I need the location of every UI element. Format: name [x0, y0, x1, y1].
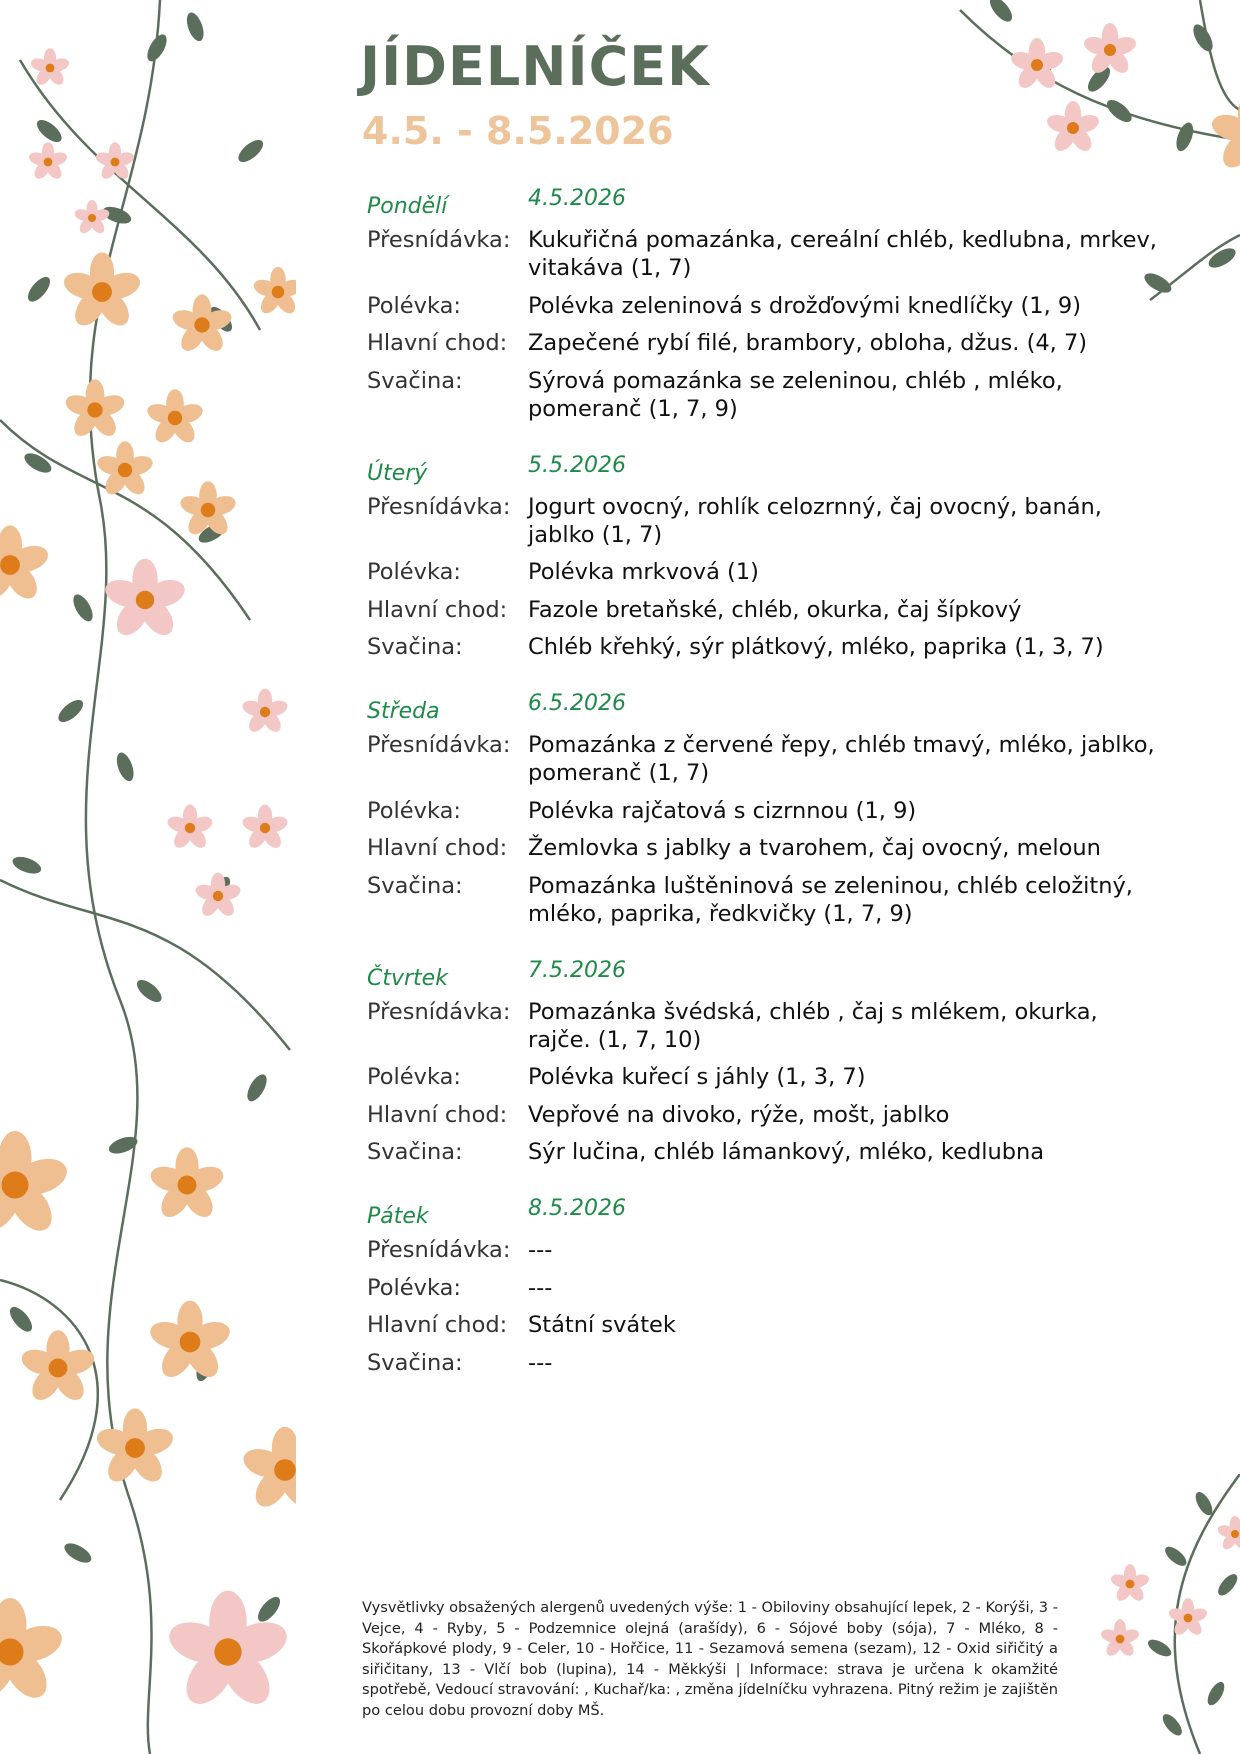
meal-text: Polévka rajčatová s cizrnnou (1, 9) — [528, 797, 917, 824]
meal-row — [367, 998, 1167, 1054]
meal-text: Fazole bretaňské, chléb, okurka, čaj šípkový — [528, 596, 1022, 623]
meal-text: Vepřové na divoko, rýže, mošt, jablko — [528, 1101, 950, 1128]
meal-label: Svačina: — [367, 367, 463, 394]
meal-row — [367, 872, 1167, 928]
day-date: 6.5.2026 — [528, 691, 626, 716]
meal-text: Sýr lučina, chléb lámankový, mléko, kedlubna — [528, 1139, 1045, 1165]
meal-text: Chléb křehký, sýr plátkový, mléko, paprika (1, 3, 7) — [528, 634, 1104, 660]
floral-decoration-bottom-right — [1090, 1474, 1240, 1754]
day-name: Úterý — [367, 460, 428, 486]
day-name: Čtvrtek — [367, 965, 448, 991]
meal-row — [367, 226, 1167, 282]
day-header — [367, 453, 1167, 493]
meal-label: Přesnídávka: — [367, 227, 511, 253]
meal-label: Svačina: — [367, 1349, 463, 1376]
meal-text: Polévka kuřecí s jáhly (1, 3, 7) — [528, 1064, 866, 1090]
day-header — [367, 186, 1167, 226]
day-tuesday — [367, 453, 1167, 662]
day-date: 7.5.2026 — [528, 957, 626, 983]
meal-label: Přesnídávka: — [367, 998, 511, 1025]
meal-label: Polévka: — [367, 1274, 461, 1301]
meal-text: Polévka mrkvová (1) — [528, 559, 759, 585]
meal-label: Svačina: — [367, 872, 463, 899]
day-date: 4.5.2026 — [528, 186, 626, 211]
meal-row — [367, 1349, 1167, 1377]
meal-label: Svačina: — [367, 1139, 463, 1165]
meal-text: --- — [528, 1237, 553, 1263]
meal-label: Přesnídávka: — [367, 732, 511, 758]
meal-row — [367, 493, 1167, 549]
allergen-legend: Vysvětlivky obsažených alergenů uvedených výše: 1 - Obiloviny obsahující lepek, 2 - Korýši, 3 - Vejce, 4 - Ryby, 5 - Podzemnice olejná (arašídy), 6 - Sójové boby (sója), 7 - Mléko, 8 - Skořápkové plody, 9 - Celer, 10 - Hořčice, 11 - Sezamová semena (sezam), 12 - Oxid siřičitý a siřičitany, 13 - Vlčí bob (lupina), 14 - Měkkýši | Informace: strava je určena k okamžité spotřebě, Vedoucí stravování: , Kuchař/ka: , změna jídelníčku vyhrazena. Pitný režim je zajištěn po celou dobu provozní doby MŠ. — [362, 1599, 1058, 1719]
day-header — [367, 958, 1167, 998]
day-thursday — [367, 958, 1167, 1167]
day-friday — [367, 1196, 1167, 1377]
meal-row — [367, 1063, 1167, 1091]
day-monday — [367, 186, 1167, 423]
meal-label: Přesnídávka: — [367, 493, 511, 520]
meal-label: Hlavní chod: — [367, 835, 508, 861]
day-name: Pátek — [367, 1204, 429, 1229]
meal-text: Kukuřičná pomazánka, cereální chléb, kedlubna, mrkev, vitakáva (1, 7) — [528, 227, 1157, 281]
meal-row — [367, 329, 1167, 357]
meal-row — [367, 367, 1167, 423]
meal-row — [367, 633, 1167, 661]
meal-row — [367, 596, 1167, 624]
meal-row — [367, 558, 1167, 586]
weekly-menu — [367, 186, 1167, 1407]
meal-text: Pomazánka luštěninová se zeleninou, chléb celožitný, mléko, paprika, ředkvičky (1, 7, 9) — [528, 872, 1133, 927]
meal-label: Hlavní chod: — [367, 596, 508, 623]
meal-label: Hlavní chod: — [367, 330, 508, 356]
day-name: Pondělí — [367, 194, 448, 219]
meal-label: Polévka: — [367, 797, 461, 824]
meal-text: Sýrová pomazánka se zeleninou, chléb , mléko, pomeranč (1, 7, 9) — [528, 367, 1063, 422]
date-range: 4.5. - 8.5.2026 — [362, 109, 674, 153]
meal-row — [367, 797, 1167, 825]
meal-row — [367, 1138, 1167, 1166]
meal-row — [367, 1274, 1167, 1302]
day-header — [367, 1196, 1167, 1236]
day-date: 8.5.2026 — [528, 1196, 626, 1221]
meal-row — [367, 731, 1167, 787]
day-name: Středa — [367, 699, 440, 724]
meal-text: Pomazánka švédská, chléb , čaj s mlékem, okurka, rajče. (1, 7, 10) — [528, 998, 1098, 1053]
meal-row — [367, 1101, 1167, 1129]
meal-text: Polévka zeleninová s drožďovými knedlíčky (1, 9) — [528, 292, 1082, 319]
meal-row — [367, 834, 1167, 862]
day-header — [367, 691, 1167, 731]
meal-text: Pomazánka z červené řepy, chléb tmavý, mléko, jablko, pomeranč (1, 7) — [528, 732, 1155, 786]
page-title: JÍDELNÍČEK — [360, 35, 710, 98]
meal-text: --- — [528, 1274, 553, 1301]
meal-label: Hlavní chod: — [367, 1312, 508, 1338]
floral-decoration-left — [0, 0, 296, 1754]
meal-label: Polévka: — [367, 559, 461, 585]
meal-text: --- — [528, 1349, 553, 1376]
meal-label: Polévka: — [367, 1064, 461, 1090]
meal-label: Hlavní chod: — [367, 1101, 508, 1128]
meal-label: Přesnídávka: — [367, 1237, 511, 1263]
day-date: 5.5.2026 — [528, 452, 626, 478]
meal-text: Státní svátek — [528, 1312, 676, 1338]
meal-row — [367, 292, 1167, 320]
meal-row — [367, 1311, 1167, 1339]
meal-label: Svačina: — [367, 634, 463, 660]
day-wednesday — [367, 691, 1167, 928]
meal-text: Jogurt ovocný, rohlík celozrnný, čaj ovocný, banán, jablko (1, 7) — [528, 493, 1102, 548]
meal-row — [367, 1236, 1167, 1264]
meal-text: Zapečené rybí filé, brambory, obloha, džus. (4, 7) — [528, 330, 1088, 356]
meal-label: Polévka: — [367, 292, 461, 319]
meal-text: Žemlovka s jablky a tvarohem, čaj ovocný, meloun — [528, 835, 1101, 861]
